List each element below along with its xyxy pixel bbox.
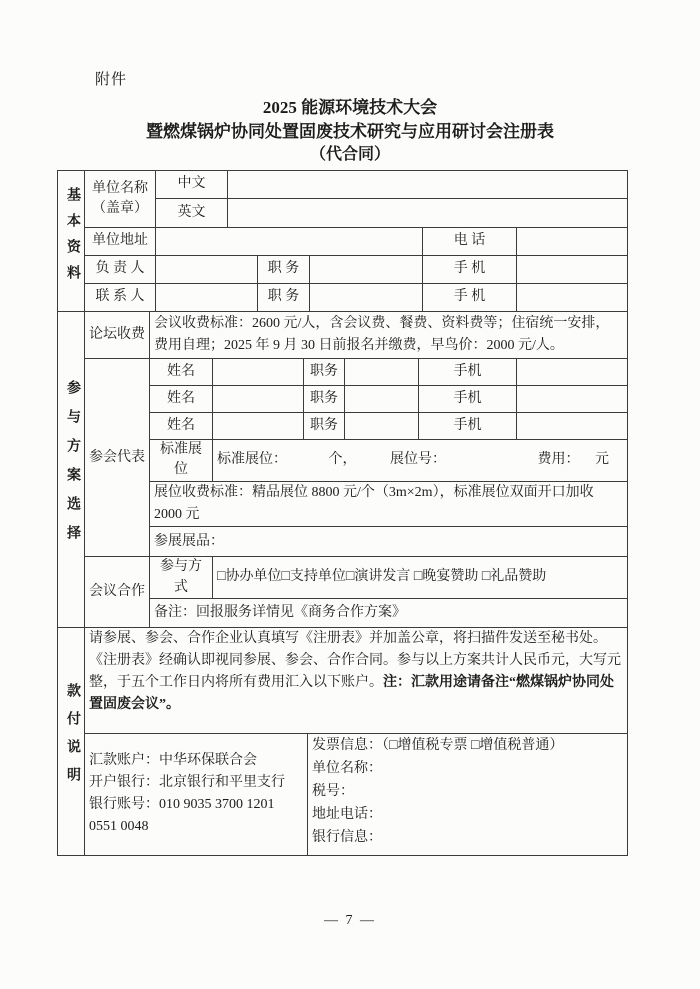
title-block — [0, 96, 700, 166]
delegate1-name-label: 姓名 — [150, 359, 213, 386]
delegate3-duty-label: 职务 — [304, 413, 345, 440]
leader-label: 负 责 人 — [85, 256, 156, 284]
contact-label: 联 系 人 — [85, 284, 156, 312]
leader-mobile-label: 手 机 — [423, 256, 517, 284]
account-name-label: 汇款账户： — [89, 753, 159, 769]
delegate3-mobile-label: 手机 — [419, 413, 517, 440]
invoice-bank-info-label: 银行信息： — [312, 829, 382, 845]
page-number: — 7 — — [324, 913, 376, 928]
contact-mobile-field — [517, 284, 628, 312]
method-options: □协办单位□支持单位□演讲发言 □晚宴赞助 □礼品赞助 — [213, 557, 628, 599]
delegate3-duty-field — [345, 413, 419, 440]
basic-info-section-text: 基本资料 — [65, 186, 80, 291]
method-label: 参与方式 — [150, 557, 213, 599]
bank-name-label: 开户银行： — [89, 775, 159, 791]
account-name-value: 中华环保联合会 — [159, 753, 257, 769]
leader-duty-field — [310, 256, 423, 284]
payment-notice — [85, 627, 628, 733]
participation-section-text: 参与方案选择 — [65, 379, 80, 554]
delegate1-name-field — [213, 359, 304, 386]
delegate2-duty-label: 职务 — [304, 386, 345, 413]
leader-name-field — [156, 256, 258, 284]
payment-notice-text: 请参展、参会、合作企业认真填写《注册表》并加盖公章，将扫描件发送至秘书处。《注册表》经确认即视同参展、参会、合作合同。参与以上方案共计人民币元，大写元整，于五个工作日内将所有费用汇入以下账户。 — [89, 630, 621, 690]
leader-mobile-field — [517, 256, 628, 284]
delegate1-duty-field — [345, 359, 419, 386]
contact-duty-field — [310, 284, 423, 312]
phone-label: 电 话 — [423, 228, 517, 256]
delegate2-mobile-field — [517, 386, 628, 413]
booth-label: 标准展位 — [150, 440, 213, 482]
invoice-info — [308, 733, 628, 855]
basic-info-section-label — [58, 171, 85, 312]
delegate1-mobile-field — [517, 359, 628, 386]
unit-name-label-line2: （盖章） — [92, 201, 148, 216]
delegate2-mobile-label: 手机 — [419, 386, 517, 413]
booth-count-unit: 个， — [328, 452, 357, 468]
basic-info-table — [57, 170, 628, 312]
chinese-name-field — [228, 171, 628, 199]
delegate2-name-field — [213, 386, 304, 413]
participation-table — [57, 311, 628, 628]
account-number-value: 010 9035 3700 1201 0551 0048 — [89, 797, 275, 835]
invoice-header: 发票信息：（□增值税专票 □增值税普通） — [312, 737, 564, 753]
delegate2-duty-field — [345, 386, 419, 413]
account-name-row — [89, 750, 303, 772]
leader-duty-label: 职 务 — [258, 256, 310, 284]
account-number-row — [89, 794, 303, 838]
registration-form — [57, 170, 629, 856]
booth-cost-label: 费用： — [537, 452, 580, 468]
phone-field — [517, 228, 628, 256]
invoice-tax-id-label: 税号： — [312, 783, 354, 799]
booth-cost-unit: 元 — [595, 452, 609, 468]
address-field — [156, 228, 423, 256]
booth-number-label: 展位号： — [390, 452, 446, 468]
delegate2-name-label: 姓名 — [150, 386, 213, 413]
delegates-label: 参会代表 — [85, 359, 150, 557]
payment-table — [57, 627, 628, 856]
cooperation-remark: 备注：回报服务详情见《商务合作方案》 — [150, 598, 628, 627]
delegate3-mobile-field — [517, 413, 628, 440]
attachment-label: 附件 — [95, 72, 128, 88]
delegate3-name-field — [213, 413, 304, 440]
contact-mobile-label: 手 机 — [423, 284, 517, 312]
participation-section-label — [58, 312, 85, 628]
bank-name-value: 北京银行和平里支行 — [159, 775, 285, 791]
english-name-field — [228, 199, 628, 228]
booth-price-text: 展位收费标准：精品展位 8800 元/个（3m×2m），标准展位双面开口加收 2000 元 — [150, 481, 628, 527]
address-label: 单位地址 — [85, 228, 156, 256]
contact-name-field — [156, 284, 258, 312]
bank-name-row — [89, 772, 303, 794]
booth-count-label: 标准展位： — [217, 452, 287, 468]
delegate1-mobile-label: 手机 — [419, 359, 517, 386]
contract-note: （代合同） — [309, 146, 390, 163]
account-number-label: 银行账号： — [89, 797, 159, 813]
payment-section-label — [58, 627, 85, 855]
payment-notice-bold: 注：汇款用途请备注“燃煤锅炉协同处置固废会议”。 — [89, 674, 614, 712]
forum-fee-label: 论坛收费 — [85, 312, 150, 359]
page-subtitle: 暨燃煤锅炉协同处置固废技术研究与应用研讨会注册表 — [146, 122, 554, 141]
contact-duty-label: 职 务 — [258, 284, 310, 312]
cooperation-label: 会议合作 — [85, 557, 150, 628]
payment-section-text: 款付说明 — [65, 682, 80, 795]
booth-row — [213, 440, 628, 482]
invoice-unit-name-label: 单位名称： — [312, 760, 382, 776]
page-title: 2025 能源环境技术大会 — [262, 98, 438, 117]
exhibits-label: 参展展品： — [150, 527, 628, 557]
unit-name-label-line1: 单位名称 — [92, 180, 148, 196]
forum-fee-text: 会议收费标准：2600 元/人，含会议费、餐费、资料费等；住宿统一安排，费用自理；2025 年 9 月 30 日前报名并缴费，早鸟价：2000 元/人。 — [150, 312, 628, 359]
delegate1-duty-label: 职务 — [304, 359, 345, 386]
chinese-name-label: 中文 — [156, 171, 228, 199]
delegate3-name-label: 姓名 — [150, 413, 213, 440]
unit-name-label — [85, 171, 156, 228]
english-name-label: 英文 — [156, 199, 228, 228]
bank-details — [85, 733, 308, 855]
invoice-address-phone-label: 地址电话： — [312, 806, 382, 822]
